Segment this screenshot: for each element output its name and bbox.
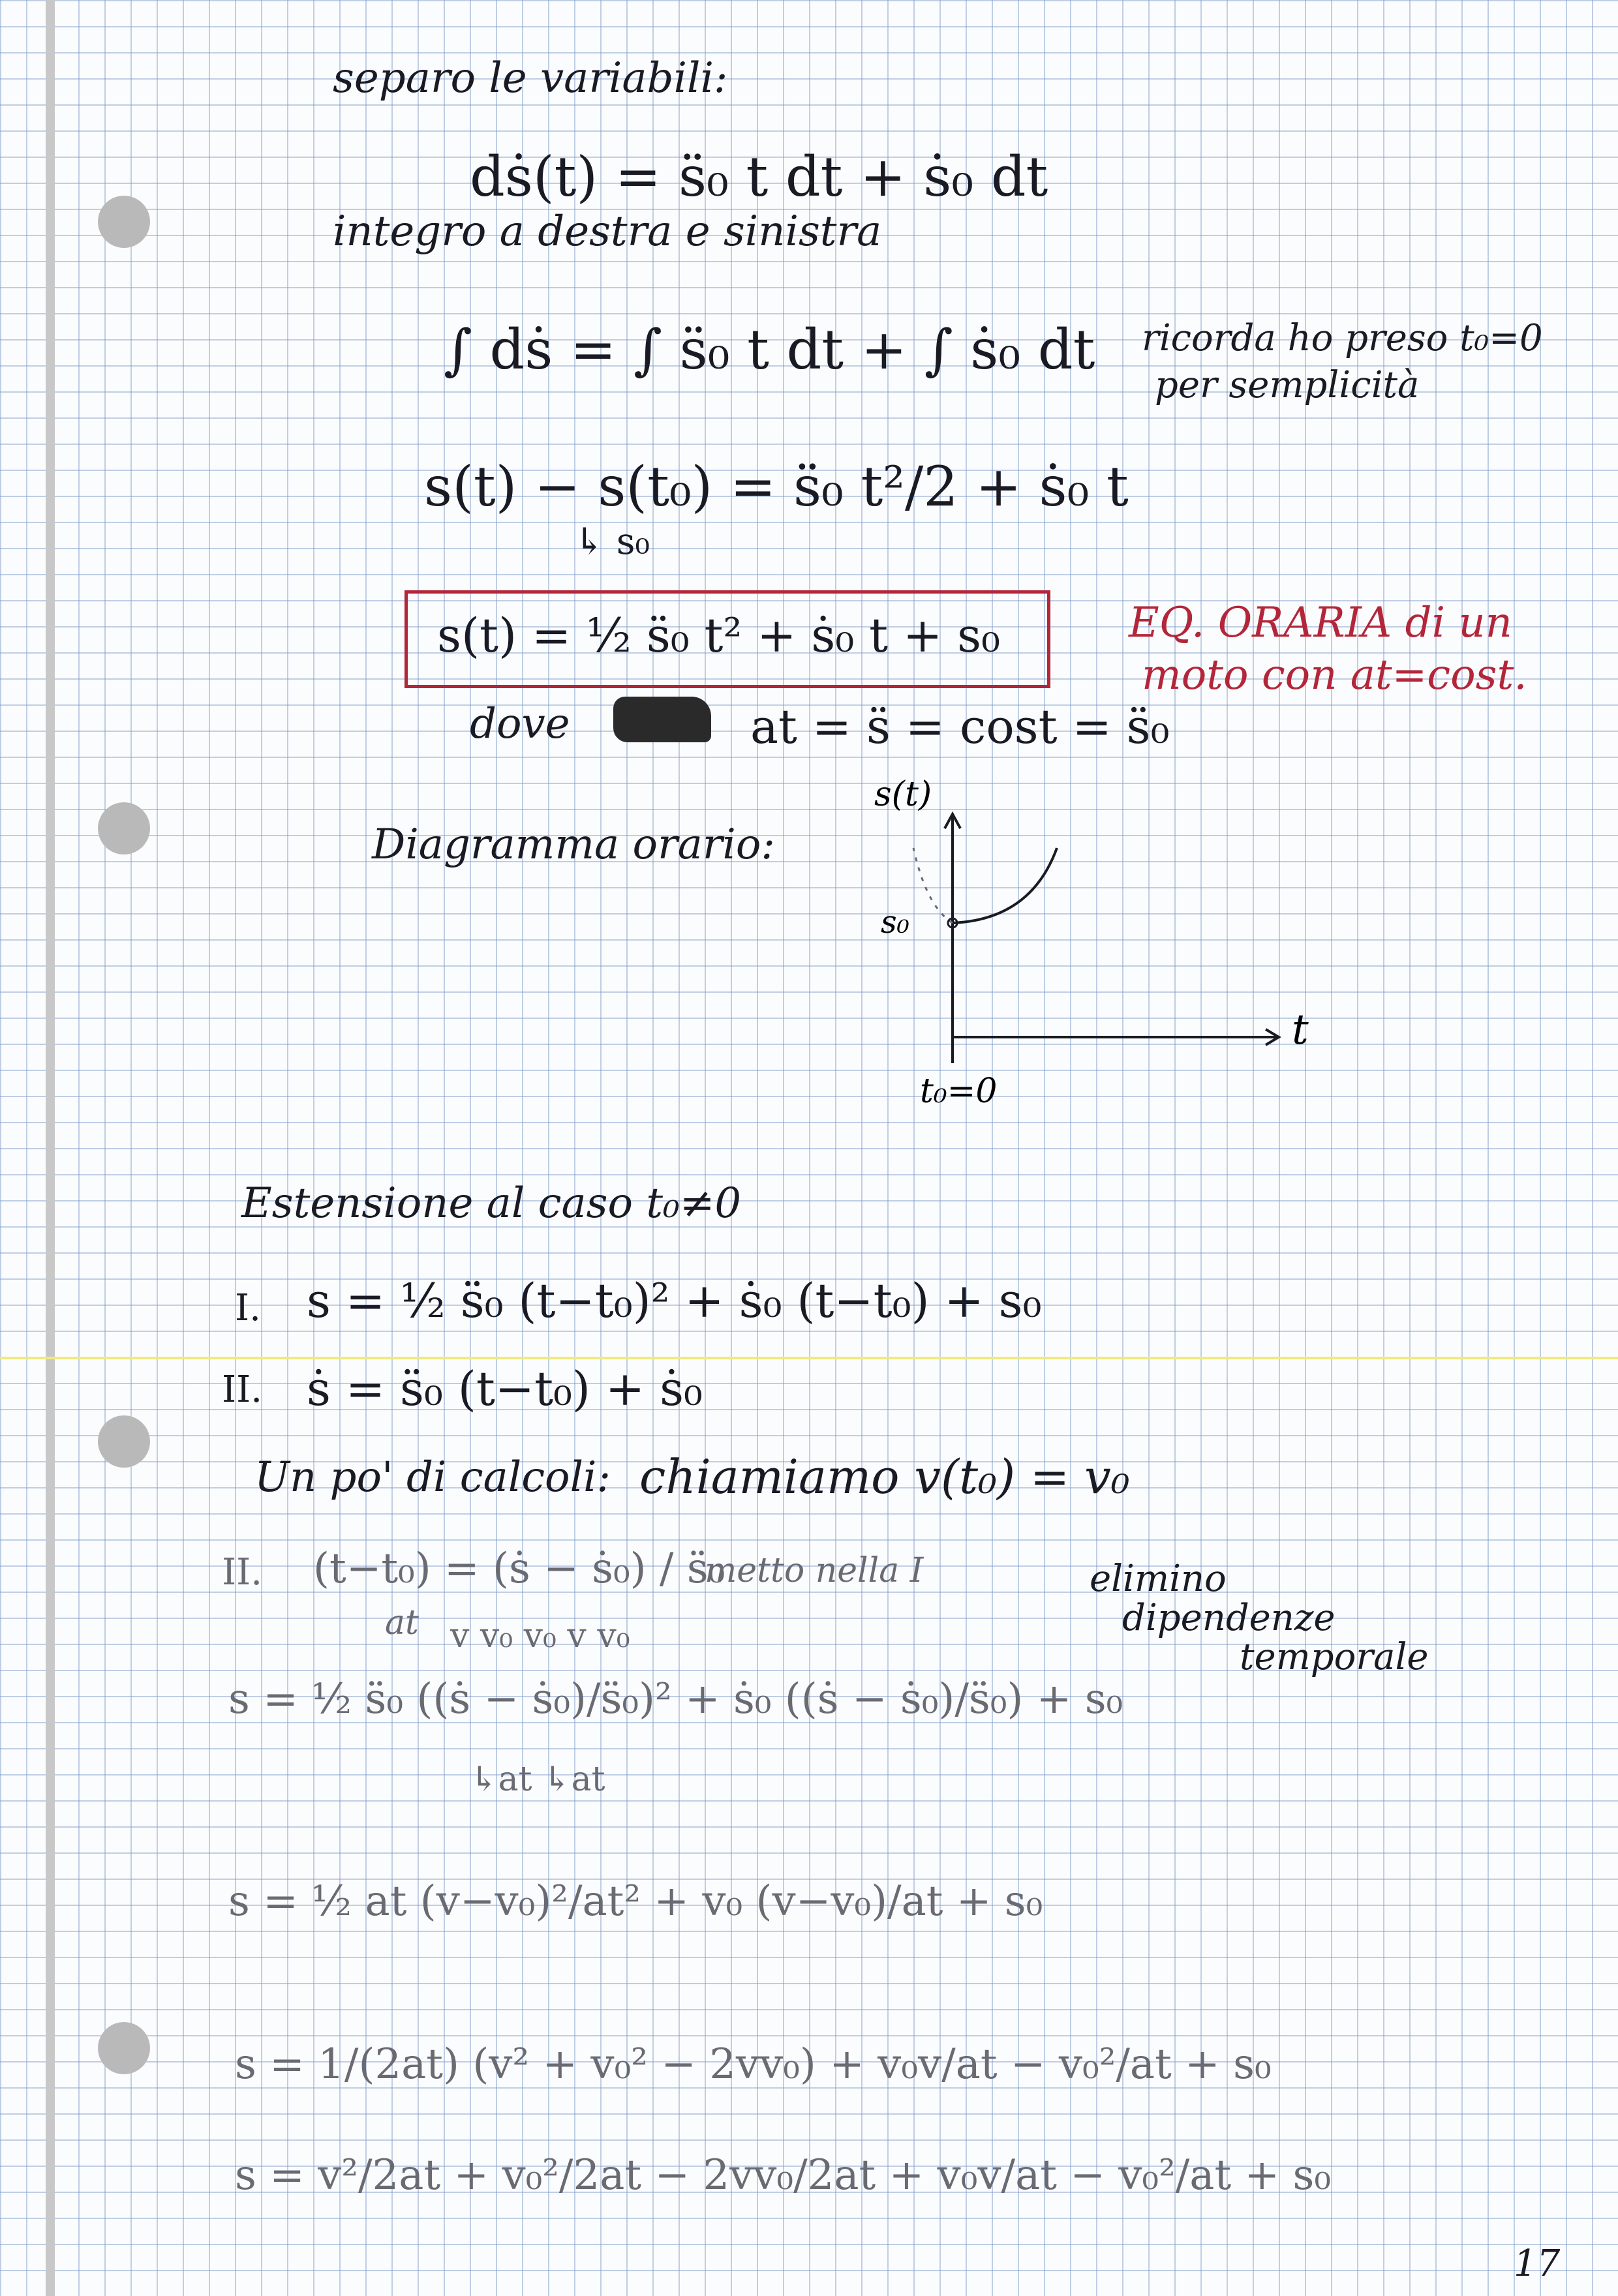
step-II-equation: (t−t₀) = (ṡ − ṡ₀) / s̈₀ <box>313 1545 725 1593</box>
dove-label: dove <box>470 700 570 748</box>
punch-hole <box>98 1415 150 1468</box>
margin-line <box>46 0 55 2296</box>
boxed-equation: s(t) = ½ s̈₀ t² + ṡ₀ t + s₀ <box>437 608 1000 663</box>
equation-differential: dṡ(t) = s̈₀ t dt + ṡ₀ dt <box>470 145 1048 209</box>
system-equation-II: ṡ = s̈₀ (t−t₀) + ṡ₀ <box>307 1361 703 1416</box>
punch-hole <box>98 2022 150 2074</box>
parabola-curve <box>953 848 1057 923</box>
punch-hole <box>98 802 150 854</box>
metto-nella-label: metto nella I <box>705 1551 924 1590</box>
page-number: 17 <box>1514 2243 1561 2285</box>
equation-v-step1: s = ½ at (v−v₀)²/at² + v₀ (v−v₀)/at + s₀ <box>228 1877 1043 1926</box>
estensione-label: Estensione al caso t₀≠0 <box>241 1179 742 1228</box>
scribble-mark <box>613 697 711 742</box>
equation-v-step3: s = v²/2at + v₀²/2at − 2vv₀/2at + v₀v/at − v₀²/at + s₀ <box>235 2151 1331 2199</box>
at-small-label: at <box>385 1603 419 1642</box>
note-t0-line1: ricorda ho preso t₀=0 <box>1142 317 1543 359</box>
note-t0-line2: per semplicità <box>1155 364 1420 406</box>
substitution-at-labels: ↳at ↳at <box>470 1760 605 1799</box>
intercept-label: s₀ <box>881 904 909 941</box>
equation-integral: ∫ dṡ = ∫ s̈₀ t dt + ∫ ṡ₀ dt <box>444 318 1095 382</box>
y-axis-label: s(t) <box>874 776 932 814</box>
x-axis-label: t <box>1292 1006 1309 1054</box>
substitution-equation: s = ½ s̈₀ ((ṡ − ṡ₀)/s̈₀)² + ṡ₀ ((ṡ − ṡ₀)/s̈₀) + s₀ <box>228 1675 1123 1723</box>
substitution-v-labels: v v₀ v₀ v v₀ <box>450 1616 630 1655</box>
calcoli-label: Un po' di calcoli: <box>254 1453 611 1502</box>
red-note-line1: EQ. ORARIA di un <box>1129 599 1512 647</box>
chiamiamo-label: chiamiamo v(t₀) = v₀ <box>639 1449 1130 1504</box>
equation-v-step2: s = 1/(2at) (v² + v₀² − 2vv₀) + v₀v/at − v₀²/at + s₀ <box>235 2040 1272 2089</box>
origin-label: t₀=0 <box>920 1072 998 1111</box>
punch-hole <box>98 196 150 248</box>
equation-st: s(t) − s(t₀) = s̈₀ t²/2 + ṡ₀ t <box>424 455 1129 519</box>
equation-s0-arrow: ↳ s₀ <box>574 521 650 563</box>
system-II-label: II. <box>222 1368 263 1411</box>
elimino-line2: dipendenze <box>1122 1597 1336 1639</box>
position-time-graph <box>835 776 1331 1115</box>
line-separo: separo le variabili: <box>333 54 728 102</box>
yellow-rule <box>0 1357 1618 1359</box>
elimino-line3: temporale <box>1240 1636 1429 1678</box>
system-equation-I: s = ½ s̈₀ (t−t₀)² + ṡ₀ (t−t₀) + s₀ <box>307 1273 1042 1328</box>
red-note-line2: moto con at=cost. <box>1142 651 1527 699</box>
parabola-extension <box>913 848 953 923</box>
line-integro: integro a destra e sinistra <box>333 207 882 256</box>
dove-equation: at = s̈ = cost = s̈₀ <box>750 699 1170 754</box>
step-II-label: II. <box>222 1551 263 1594</box>
system-I-label: I. <box>235 1287 261 1329</box>
diagramma-label: Diagramma orario: <box>372 821 775 869</box>
elimino-line1: elimino <box>1090 1558 1227 1600</box>
